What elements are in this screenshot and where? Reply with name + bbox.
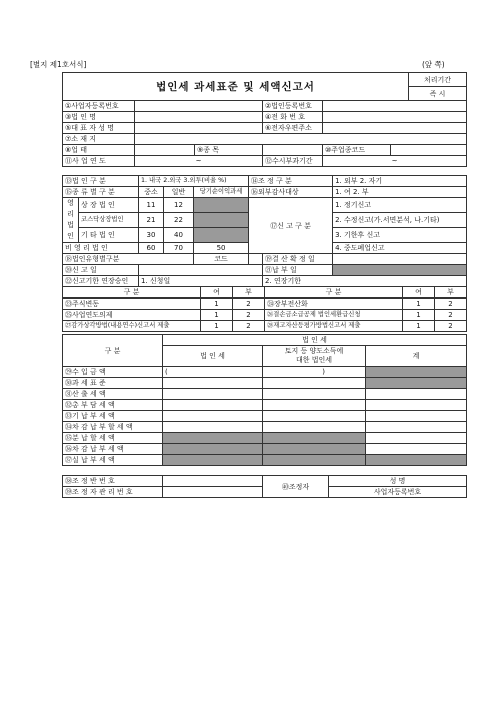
email-label: ⑥전자우편주소 — [263, 123, 323, 134]
processing-period-value: 즉 시 — [409, 87, 467, 101]
yn-row — [63, 321, 467, 332]
listed-sme-code[interactable]: 11 — [139, 198, 164, 213]
business-item-field[interactable] — [263, 145, 323, 156]
tax-head-total: 계 — [366, 346, 467, 367]
open-paren: ( — [165, 368, 168, 376]
total-burden-corp-field[interactable] — [163, 400, 263, 411]
class-row-2 — [63, 187, 467, 198]
nonprofit-corp-label: 비 영 리 법 인 — [63, 243, 139, 254]
net-payable-land-field[interactable] — [263, 422, 366, 433]
corp-reg-no-field[interactable] — [323, 101, 467, 112]
stock-change-no[interactable]: 2 — [233, 298, 265, 310]
yn-head-yes-left: 여 — [201, 287, 233, 299]
yes-no-table — [62, 286, 467, 332]
prepaid-tax-corp-field[interactable] — [163, 411, 263, 422]
report-option-4[interactable]: 4. 중도폐업신고 — [333, 243, 467, 254]
payment-date-label: ㉑납 부 일 — [263, 265, 333, 276]
inventory-valuation-no[interactable]: 2 — [435, 321, 467, 332]
tax-row-deducted — [63, 444, 467, 455]
yn-head-yes-right: 여 — [403, 287, 435, 299]
form-title: 법인세 과세표준 및 세액신고서 — [63, 73, 409, 101]
net-payable-label: ㉞차 감 납 부 할 세 액 — [63, 422, 163, 433]
other-net-income-shaded — [194, 228, 249, 243]
net-payable-total-field[interactable] — [366, 422, 467, 433]
corp-name-label: ③법 인 명 — [63, 112, 135, 123]
yn-row — [63, 298, 467, 310]
deducted-total-field[interactable] — [366, 444, 467, 455]
adjust-category-label: ⑭조 정 구 분 — [249, 176, 333, 187]
business-type-label: ⑧업 태 — [63, 145, 135, 156]
calculated-tax-label: ㉛산 출 세 액 — [63, 389, 163, 400]
payment-date-shaded — [333, 265, 467, 276]
deemed-fiscal-year-no[interactable]: 2 — [233, 310, 265, 321]
corp-name-field[interactable] — [135, 112, 263, 123]
external-audit-options[interactable]: 1. 여 2. 부 — [333, 187, 467, 198]
tax-base-corp-field[interactable] — [163, 378, 263, 389]
tax-amount-table — [62, 334, 467, 466]
business-item-label: ⑨종 목 — [195, 145, 263, 156]
report-option-3[interactable]: 3. 기한후 신고 — [333, 228, 467, 243]
form-number: [별지 제1호서식] — [30, 60, 87, 69]
basic-row-3 — [63, 123, 467, 134]
yn-row — [63, 310, 467, 321]
fiscal-year-label: ⑪사 업 연 도 — [63, 156, 135, 167]
adjustment-number-label: ㊳조 정 반 번 호 — [63, 476, 163, 487]
adjuster-mgmt-no-label: ㊴조 정 자 관 리 번 호 — [63, 487, 163, 498]
code-label: 코드 — [194, 254, 249, 265]
basic-info-table — [62, 100, 467, 167]
loss-carryback-yes[interactable]: 1 — [403, 310, 435, 321]
actual-total-shaded — [366, 455, 467, 466]
calculated-tax-total-field[interactable] — [366, 389, 467, 400]
external-audit-label: ⑯외부감사대상 — [249, 187, 333, 198]
address-field[interactable] — [135, 134, 467, 145]
extension-deadline[interactable]: 2. 연장기한 — [263, 276, 467, 287]
filing-date-field[interactable] — [139, 265, 263, 276]
listed-general-code[interactable]: 12 — [164, 198, 194, 213]
class-row-extension — [63, 276, 467, 287]
extension-apply-date[interactable]: 1. 신청일 — [139, 276, 263, 287]
filing-date-label: ⑳신 고 일 — [63, 265, 139, 276]
adjuster-name-label: 성 명 — [329, 476, 467, 487]
yn-head-no-right: 부 — [435, 287, 467, 299]
loss-carryback-no[interactable]: 2 — [435, 310, 467, 321]
report-category-label: ⑰신 고 구 분 — [249, 198, 333, 254]
tax-head-group: 법 인 세 — [163, 335, 467, 346]
extension-label: ㉒신고기한 연장승인 — [63, 276, 139, 287]
adjust-category-options[interactable]: 1. 외부 2. 자기 — [333, 176, 467, 187]
classification-table — [62, 175, 467, 287]
settlement-date-field[interactable] — [333, 254, 467, 265]
kosdaq-sme-code[interactable]: 21 — [139, 213, 164, 228]
prepaid-tax-land-field[interactable] — [263, 411, 366, 422]
stock-change-label: ㉓주식변동 — [63, 298, 201, 310]
adjuster-bizno-label: 사업자등록번호 — [329, 487, 467, 498]
tax-base-total-shaded — [366, 378, 467, 389]
ceo-name-label: ⑤대 표 자 성 명 — [63, 123, 135, 134]
net-payable-corp-field[interactable] — [163, 422, 263, 433]
kosdaq-net-income-shaded — [194, 213, 249, 228]
tax-base-label: ㉚과 세 표 준 — [63, 378, 163, 389]
basic-row-1 — [63, 101, 467, 112]
ad-hoc-period-field[interactable]: ~ — [323, 156, 467, 167]
yn-head-category-left: 구 분 — [63, 287, 201, 299]
other-corp-label: 기 타 법 인 — [79, 228, 139, 243]
adjuster-mgmt-no-field[interactable] — [163, 487, 263, 498]
actual-land-shaded — [263, 455, 366, 466]
adjuster-label: ㊵조정자 — [263, 476, 329, 498]
installment-label: ㉟분 납 할 세 액 — [63, 433, 163, 444]
class-row-listed — [63, 198, 467, 213]
basic-row-4 — [63, 134, 467, 145]
actual-corp-shaded — [163, 455, 263, 466]
stock-change-yes[interactable]: 1 — [201, 298, 233, 310]
computerized-books-yes[interactable]: 1 — [403, 298, 435, 310]
loss-carryback-label: ㉖결손금소급공제 법인세환급신청 — [265, 310, 403, 321]
other-general-code[interactable]: 40 — [164, 228, 194, 243]
listed-corp-label: 상 장 법 인 — [79, 198, 139, 213]
for-profit-group-label: 영리법인 — [63, 198, 79, 243]
corp-category-label: ⑬법 인 구 분 — [63, 176, 139, 187]
calculated-tax-land-field[interactable] — [263, 389, 366, 400]
tax-row-prepaid — [63, 411, 467, 422]
phone-label: ④전 화 번 호 — [263, 112, 323, 123]
deemed-fiscal-year-yes[interactable]: 1 — [201, 310, 233, 321]
deducted-corp-shaded — [163, 444, 263, 455]
business-type-field[interactable] — [135, 145, 195, 156]
nonprofit-sme-code[interactable]: 60 — [139, 243, 164, 254]
installment-total-field[interactable] — [366, 433, 467, 444]
basic-row-6 — [63, 156, 467, 167]
agent-table — [62, 475, 467, 498]
actual-payment-label: ㊲실 납 부 세 액 — [63, 455, 163, 466]
fiscal-year-field[interactable]: ~ — [135, 156, 263, 167]
address-label: ⑦소 재 지 — [63, 134, 135, 145]
class-row-filing — [63, 265, 467, 276]
deducted-land-shaded — [263, 444, 366, 455]
tax-row-base — [63, 378, 467, 389]
code-field[interactable] — [249, 254, 263, 265]
biz-reg-no-field[interactable] — [135, 101, 263, 112]
processing-period-label: 처리기간 — [409, 73, 467, 87]
close-paren: ) — [322, 368, 325, 376]
prepaid-tax-total-field[interactable] — [366, 411, 467, 422]
revenue-label: ㉙수 입 금 액 — [63, 367, 163, 378]
tax-base-land-field[interactable] — [263, 378, 366, 389]
yn-head-no-left: 부 — [233, 287, 265, 299]
calculated-tax-corp-field[interactable] — [163, 389, 263, 400]
deemed-fiscal-year-label: ㉕사업연도의제 — [63, 310, 201, 321]
tax-head-corp-tax: 법 인 세 — [163, 346, 263, 367]
report-option-2[interactable]: 2. 수정신고(가.서면분석, 나.기타) — [333, 213, 467, 228]
tax-head-land-transfer: 토지 등 양도소득에 대한 법인세 — [263, 346, 366, 367]
computerized-books-label: ㉔장부전산화 — [265, 298, 403, 310]
basic-row-2 — [63, 112, 467, 123]
yn-head-category-right: 구 분 — [265, 287, 403, 299]
nonprofit-general-code[interactable]: 70 — [164, 243, 194, 254]
tax-row-actual — [63, 455, 467, 466]
kosdaq-general-code[interactable]: 22 — [164, 213, 194, 228]
tax-row-revenue — [63, 367, 467, 378]
corp-reg-no-label: ②법인등록번호 — [263, 101, 323, 112]
tax-row-total-burden — [63, 400, 467, 411]
agent-row-1 — [63, 476, 467, 487]
deducted-payment-label: ㊱차 감 납 부 세 액 — [63, 444, 163, 455]
adjustment-number-field[interactable] — [163, 476, 263, 487]
tax-row-calculated — [63, 389, 467, 400]
tax-head-category: 구 분 — [63, 335, 163, 367]
tax-row-installment — [63, 433, 467, 444]
corp-category-options[interactable]: 1. 내국 2.외국 3.외투(비율 %) — [139, 176, 249, 187]
inventory-valuation-yes[interactable]: 1 — [403, 321, 435, 332]
settlement-date-label: ⑲결 산 확 정 일 — [263, 254, 333, 265]
industry-code-label: ⑩주업종코드 — [323, 145, 391, 156]
revenue-land-field[interactable] — [263, 367, 366, 378]
installment-corp-shaded — [163, 433, 263, 444]
title-table — [62, 72, 467, 101]
revenue-corp-field[interactable] — [163, 367, 263, 378]
industry-code-field[interactable] — [391, 145, 467, 156]
page-indicator: (앞 쪽) — [422, 60, 445, 69]
revenue-total-shaded — [366, 367, 467, 378]
installment-land-shaded — [263, 433, 366, 444]
class-row-1 — [63, 176, 467, 187]
corp-type-label: ⑱법인유형별구분 — [63, 254, 194, 265]
basic-row-5 — [63, 145, 467, 156]
inventory-valuation-label: ㉘재고자산등평가방법신고서 제출 — [265, 321, 403, 332]
yn-header-row — [63, 287, 467, 299]
listed-net-income-shaded — [194, 198, 249, 213]
total-burden-total-field[interactable] — [366, 400, 467, 411]
other-sme-code[interactable]: 30 — [139, 228, 164, 243]
ad-hoc-period-label: ⑫수시부과기간 — [263, 156, 323, 167]
computerized-books-no[interactable]: 2 — [435, 298, 467, 310]
class-row-type — [63, 254, 467, 265]
email-field[interactable] — [323, 123, 467, 134]
kind-col-sme: 중소 — [139, 187, 164, 198]
depreciation-method-label: ㉗감가상각방법(내용연수)신고서 제출 — [63, 321, 201, 332]
report-option-1[interactable]: 1. 정기신고 — [333, 198, 467, 213]
tax-row-net-payable — [63, 422, 467, 433]
tax-head-row-1 — [63, 335, 467, 346]
kind-col-net-income-tax: 당기순이익과세 — [194, 187, 249, 198]
kind-col-general: 일반 — [164, 187, 194, 198]
biz-reg-no-label: ①사업자등록번호 — [63, 101, 135, 112]
total-burden-label: ㉜총 부 담 세 액 — [63, 400, 163, 411]
kosdaq-corp-label: 코스닥상장법인 — [79, 213, 139, 228]
nonprofit-net-income-code[interactable]: 50 — [194, 243, 249, 254]
phone-field[interactable] — [323, 112, 467, 123]
kind-category-label: ⑮종 류 별 구 분 — [63, 187, 139, 198]
ceo-name-field[interactable] — [135, 123, 263, 134]
total-burden-land-field[interactable] — [263, 400, 366, 411]
prepaid-tax-label: ㉝기 납 부 세 액 — [63, 411, 163, 422]
depreciation-method-no[interactable]: 2 — [233, 321, 265, 332]
depreciation-method-yes[interactable]: 1 — [201, 321, 233, 332]
